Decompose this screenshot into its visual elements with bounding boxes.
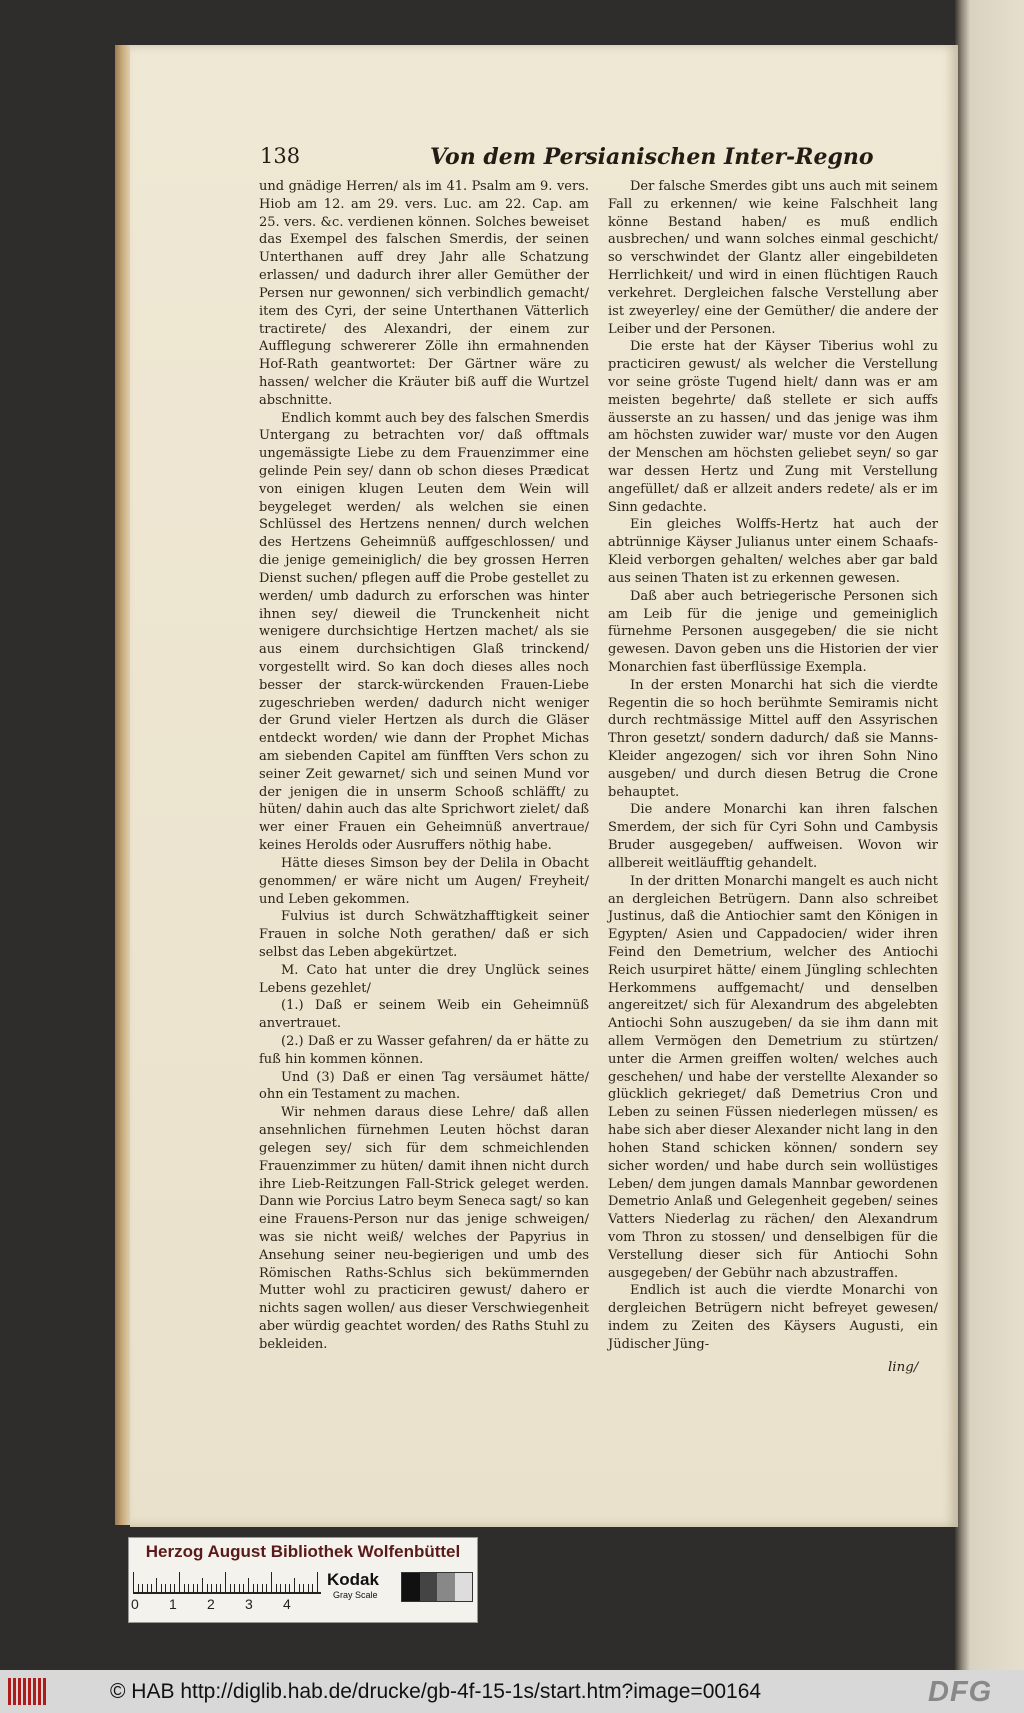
ruler-tick [179, 1572, 180, 1592]
ruler-tick [257, 1584, 258, 1592]
ruler-tick [262, 1584, 263, 1592]
ruler-tick [184, 1584, 185, 1592]
ruler-tick [151, 1584, 152, 1592]
paragraph: In der dritten Monarchi mangelt es auch nicht an dergleichen Betrügern. Dann also schreibet Justinus, daß die Antiochier samt den Königen in Egypten/ Asien und Cappadocien/ wider ihren Feind den Demetrium, welcher des Antiochi Reich usurpiret hätte/ einem Jüngling schlechten Herkommens auffgemacht/ und denselben angereitzet/ sich für Alexandrum des abgelebten Antiochi Sohn auszugeben/ da sie ihm dann mit allem Vermögen den Demetrium zu stürtzen/ unter die Armen greiffen wolten/ welches auch geschehen/ und habe der verstellte Alexander so glücklich gekrieget/ daß Demetrius Cron und Leben zu seinen Füssen niederlegen müssen/ es habe sich aber dieser Alexander nicht lang in den hohen Stand schicken können/ sondern sey sicher worden/ und habe durch sein wollüstiges Leben/ dem jungen damals Mannbar gewordenen Demetrio Anlaß und Gelegenheit gegeben/ seines Vatters Niederlag zu rächen/ den Alexandrum vom Thron zu stossen/ und denselbigen für die Verstellung dieser sich für Antiochi Sohn ausgegeben/ der Gebühr nach abzustraffen. [608, 873, 938, 1281]
hab-barcode-icon [8, 1678, 46, 1705]
ruler-number: 1 [169, 1596, 177, 1612]
text-column-left [259, 178, 589, 1354]
paragraph: Fulvius ist durch Schwätzhafftigkeit seiner Frauen in solche Noth gerathen/ daß er sich selbst das Leben abgekürtzet. [259, 909, 589, 960]
facing-page-edge [955, 0, 1024, 1670]
ruler-tick [280, 1584, 281, 1592]
ruler-tick [266, 1584, 267, 1592]
paragraph: Daß aber auch betriegerische Personen sich am Leib für die jenige und gemeiniglich fürnehme Personen ausgegeben/ die sie nicht gewesen. Davon geben uns die Historien der vier Monarchien fast überflüssige Exempla. [608, 588, 938, 675]
ruler-tick [170, 1584, 171, 1592]
catchword: ling/ [888, 1360, 919, 1375]
ruler-tick [133, 1572, 134, 1592]
paragraph: Ein gleiches Wolffs-Hertz hat auch der abtrünnige Käyser Julianus unter einem Schaafs-Kleid verborgen gehalten/ welches aber gar bald aus seinen Thaten ist zu erkennen gewesen. [608, 517, 938, 586]
paragraph: Der falsche Smerdes gibt uns auch mit seinem Fall zu erkennen/ wie keine Falschheit lang könne Bestand haben/ es muß endlich ausbrechen/ und wann solches einmal geschicht/ so verschwindet der Glantz aller eingebildeten Herrlichkeit/ und wird in einen flüchtigen Rauch verkehret. Dergleichen falsche Verstellung aber ist zweyerley/ eine der Gemüther/ die andere der Leiber und der Personen. [608, 179, 938, 337]
ruler-tick [253, 1584, 254, 1592]
ruler-number: 0 [131, 1596, 139, 1612]
footer-bar [0, 1670, 1024, 1713]
ruler-tick [161, 1584, 162, 1592]
ruler-number: 4 [283, 1596, 291, 1612]
ruler-tick [142, 1584, 143, 1592]
paragraph: Die andere Monarchi kan ihren falschen Smerdem, der sich für Cyri Sohn und Cambysis Bruder ausgegeben/ auffweisen. Wovon wir allbereit weitläufftig gehandelt. [608, 802, 938, 871]
ruler-tick [216, 1584, 217, 1592]
ruler-tick [289, 1584, 290, 1592]
kodak-brand: Kodak [327, 1570, 379, 1589]
library-color-card [128, 1537, 478, 1623]
paragraph: (2.) Daß er zu Wasser gefahren/ da er hätte zu fuß hin kommen können. [259, 1034, 589, 1067]
page-number: 138 [260, 144, 301, 168]
ruler-tick [248, 1578, 249, 1592]
ruler-tick [294, 1578, 295, 1592]
page-header-title: Von dem Persianischen Inter-Regno [430, 144, 874, 170]
paragraph: Endlich kommt auch bey des falschen Smerdis Untergang zu betrachten vor/ daß offtmals ungemässigte Liebe zu dem Frauenzimmer eine gelinde Pein sey/ dann ob schon dieses Prædicat von einigen klugen Leuten dem Wein will beygeleget werden/ als welchen sie einen Schlüssel des Hertzens nennen/ durch welchen des Hertzens Geheimnüß auffgeschlossen/ und die jenige gemeiniglich/ die bey grossen Herren Dienst suchen/ pflegen auff die Probe gestellet zu werden/ umb dadurch zu erforschen was hinter ihnen sey/ dieweil die Trunckenheit nicht wenigere durchsichtige Hertzen machet/ als sie aus einem durchsichtigen Glaß trinckend/ vorgestellt wird. So kan doch dieses alles noch besser der starck-würckenden Frauen-Liebe zugeschrieben werden/ dadurch nicht weniger der Grund vieler Hertzen als durch die Gläser entdeckt worden/ wie dann der Prophet Michas am siebenden Capitel am fünfften Vers schon zu seiner Zeit gewarnet/ sich und seinen Mund vor der jenigen die in unserm Schooß schläfft/ zu hüten/ dahin auch das alte Sprichwort zielet/ daß wer einer Frauen ein Geheimnüß anvertraue/ keines Herolds oder Ausruffers nöthig habe. [259, 410, 589, 854]
ruler-tick [271, 1572, 272, 1592]
ruler-tick [156, 1578, 157, 1592]
ruler-tick [239, 1584, 240, 1592]
ruler-tick [285, 1584, 286, 1592]
ruler-number: 2 [207, 1596, 215, 1612]
ruler-tick [174, 1584, 175, 1592]
ruler-tick [230, 1584, 231, 1592]
ruler-tick [202, 1578, 203, 1592]
dfg-logo: DFG [928, 1676, 993, 1708]
ruler-tick [303, 1584, 304, 1592]
ruler-tick [165, 1584, 166, 1592]
ruler-tick [299, 1584, 300, 1592]
ruler-tick [225, 1572, 226, 1592]
paragraph: M. Cato hat unter die drey Unglück seines Lebens gezehlet/ [259, 962, 589, 996]
paragraph: (1.) Daß er seinem Weib ein Geheimnüß anvertrauet. [259, 998, 589, 1032]
measurement-ruler [133, 1568, 321, 1594]
paragraph: Und (3) Daß er einen Tag versäumet hätte/ ohn ein Testament zu machen. [259, 1069, 589, 1103]
paragraph: Endlich ist auch die vierdte Monarchi von dergleichen Betrügern nicht befreyet gewesen/ indem zu Zeiten des Käysers Augusti, ein Jüdischer Jüng- [608, 1283, 938, 1352]
text-column-right [608, 178, 938, 1354]
kodak-gray-scale-label: Gray Scale [333, 1590, 378, 1600]
paragraph: und gnädige Herren/ als im 41. Psalm am 9. vers. Hiob am 12. am 29. vers. Luc. am 22. Cap. am 25. vers. &c. verdienen können. Solches beweiset das Exempel des falschen Smerdis, der seinen Unterthanen auff drey Jahr alle Schatzung erlassen/ und dadurch ihrer aller Gemüther der Persen nur gewonnen/ sich verbindlich gemacht/ item des Cyri, der seine Unterthanen Vätterlich tractirete/ des Alexandri, der einem zur Aufflegung schwererer Zölle ihn ermahnenden Hof-Rath geantwortet: Der Gärtner wäre zu hassen/ welcher die Kräuter biß auff die Wurtzel abschnitte. [259, 179, 589, 408]
paragraph: Die erste hat der Käyser Tiberius wohl zu practiciren gewust/ als welcher die Verstellung vor seine gröste Tugend hielt/ dann was er am meisten begehrte/ daß stellete er sich auffs äusserste an zu hassen/ und das jenige was ihm am höchsten zuwider war/ muste vor den Augen der Menschen am höchsten geliebet seyn/ so gar war dessen Hertz und Zung mit Verstellung angefüllet/ daß er allzeit anders redete/ als er im Sinn gedachte. [608, 339, 938, 515]
paragraph: In der ersten Monarchi hat sich die vierdte Regentin die so hoch berühmte Semiramis nicht durch rechtmässige Mittel auff den Assyrischen Thron gesetzt/ sondern dadurch/ daß sie Manns-Kleider angezogen/ sich vor ihren Sohn Nino ausgeben/ und durch diesen Betrug die Crone behauptet. [608, 677, 938, 800]
ruler-tick [312, 1584, 313, 1592]
ruler-tick [138, 1584, 139, 1592]
copyright-link[interactable]: © HAB http://diglib.hab.de/drucke/gb-4f-15-1s/start.htm?image=00164 [110, 1680, 762, 1703]
paragraph: Wir nehmen daraus diese Lehre/ daß allen ansehnlichen fürnehmen Leuten höchst daran gelegen sey/ sich für dem schmeichlenden Frauenzimmer zu hüten/ damit ihnen nicht durch ihre Lieb-Reitzungen Fall-Strick geleget werden. Dann wie Porcius Latro beym Seneca sagt/ so kan eine Frauens-Person nur das jenige schweigen/ was sie nicht weiß/ welches der Papyrius in Ansehung seiner neu-begierigen und umb des Römischen Raths-Schlus sich bekümmernden Mutter wohl zu practiciren gewust/ dahero er nichts sagen wollen/ aus dieser Verschwiegenheit aber würdig geachtet worden/ des Raths Stuhl zu bekleiden. [259, 1105, 589, 1352]
gray-scale-patch [401, 1572, 473, 1602]
ruler-tick [243, 1584, 244, 1592]
ruler-tick [147, 1584, 148, 1592]
ruler-tick [234, 1584, 235, 1592]
running-head [260, 144, 880, 178]
ruler-tick [276, 1584, 277, 1592]
ruler-tick [220, 1584, 221, 1592]
paragraph: Hätte dieses Simson bey der Delila in Obacht genommen/ er wäre nicht um Augen/ Freyheit/ und Leben gekommen. [259, 855, 589, 907]
library-name: Herzog August Bibliothek Wolfenbüttel [145, 1542, 461, 1561]
ruler-tick [188, 1584, 189, 1592]
ruler-number: 3 [245, 1596, 253, 1612]
ruler-tick [197, 1584, 198, 1592]
ruler-tick [193, 1584, 194, 1592]
ruler-tick [207, 1584, 208, 1592]
ruler-tick [317, 1572, 318, 1592]
ruler-tick [308, 1584, 309, 1592]
ruler-tick [211, 1584, 212, 1592]
